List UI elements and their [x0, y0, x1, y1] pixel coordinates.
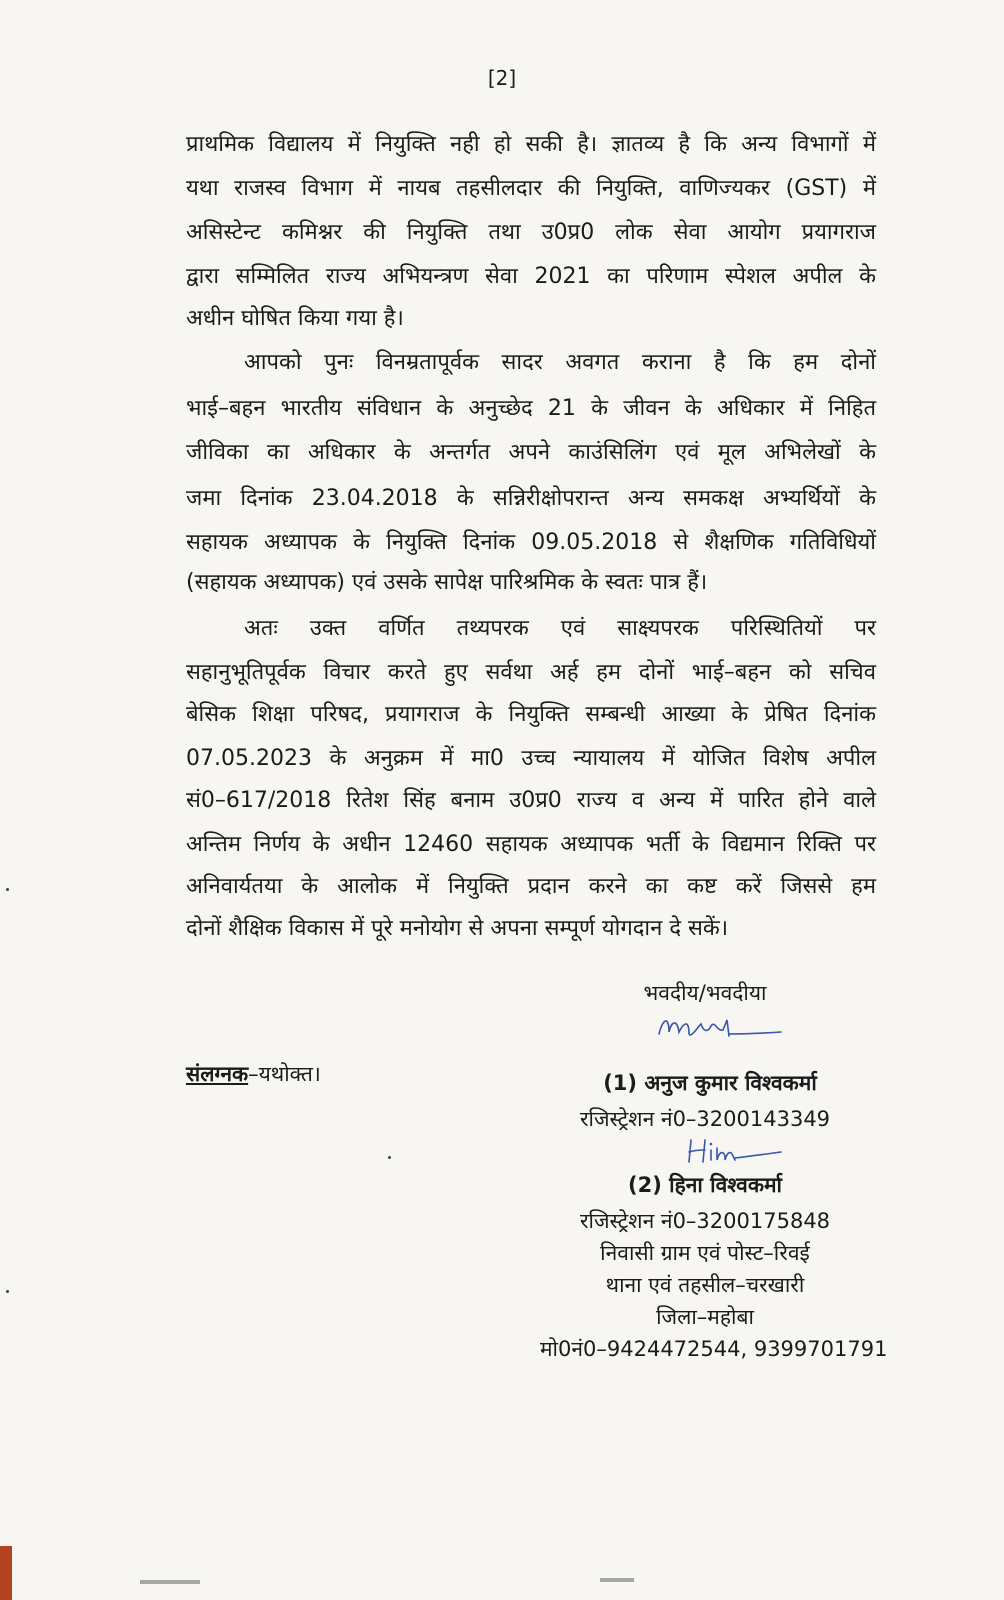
- paragraph-line: 07.05.2023 के अनुक्रम में मा0 उच्च न्यायालय में योजित विशेष अपील: [186, 746, 876, 771]
- enclosure-text: –यथोक्त।: [248, 1062, 321, 1086]
- scan-speck: [388, 1156, 391, 1159]
- enclosure: [186, 1060, 321, 1088]
- paragraph-line: जीविका का अधिकार के अन्तर्गत अपने काउंसिलिंग एवं मूल अभिलेखों के: [186, 440, 876, 465]
- signatory-2-name: (2) हिना विश्वकर्मा: [628, 1173, 782, 1197]
- signatory-1-registration: रजिस्ट्रेशन नं0–3200143349: [579, 1107, 831, 1131]
- scan-smudge: [600, 1578, 634, 1582]
- paragraph-line: प्राथमिक विद्यालय में नियुक्ति नही हो सकी है। ज्ञातव्य है कि अन्य विभागों में: [186, 132, 876, 157]
- address-line: निवासी ग्राम एवं पोस्ट–रिवई: [600, 1241, 810, 1265]
- page-number: [2]: [487, 66, 517, 90]
- paragraph-line: (सहायक अध्यापक) एवं उसके सापेक्ष पारिश्रमिक के स्वतः पात्र हैं।: [186, 570, 708, 595]
- paragraph-line: सहानुभूतिपूर्वक विचार करते हुए सर्वथा अर्ह हम दोनों भाई–बहन को सचिव: [186, 660, 876, 685]
- paragraph-line: द्वारा सम्मिलित राज्य अभियन्त्रण सेवा 2021 का परिणाम स्पेशल अपील के: [186, 264, 876, 289]
- paragraph-line: दोनों शैक्षिक विकास में पूरे मनोयोग से अपना सम्पूर्ण योगदान दे सकें।: [186, 916, 729, 941]
- signature-1: [655, 1008, 785, 1046]
- paragraph-line: अनिवार्यतया के आलोक में नियुक्ति प्रदान करने का कष्ट करें जिससे हम: [186, 874, 876, 899]
- enclosure-label: संलग्नक: [186, 1062, 249, 1086]
- mobile-number: मो0नं0–9424472544, 9399701791: [540, 1337, 888, 1361]
- address-line: थाना एवं तहसील–चरखारी: [605, 1273, 805, 1297]
- address-line: जिला–महोबा: [656, 1305, 754, 1329]
- paragraph-line: जमा दिनांक 23.04.2018 के सन्निरीक्षोपरान्त अन्य समकक्ष अभ्यर्थियों के: [186, 486, 876, 511]
- paragraph-line: आपको पुनः विनम्रतापूर्वक सादर अवगत कराना है कि हम दोनों: [244, 350, 876, 375]
- scan-smudge: [140, 1580, 200, 1584]
- scan-speck: [6, 1290, 9, 1293]
- paragraph-line: सहायक अध्यापक के नियुक्ति दिनांक 09.05.2018 से शैक्षणिक गतिविधियों: [186, 530, 876, 555]
- paragraph-line: सं0–617/2018 रितेश सिंह बनाम उ0प्र0 राज्य व अन्य में पारित होने वाले: [186, 788, 876, 813]
- paragraph-line: यथा राजस्व विभाग में नायब तहसीलदार की नियुक्ति, वाणिज्यकर (GST) में: [186, 176, 876, 201]
- closing: भवदीय/भवदीया: [643, 981, 767, 1005]
- paragraph-line: अतः उक्त वर्णित तथ्यपरक एवं साक्ष्यपरक परिस्थितियों पर: [244, 616, 876, 641]
- paragraph-line: अधीन घोषित किया गया है।: [186, 306, 404, 331]
- signatory-2-registration: रजिस्ट्रेशन नं0–3200175848: [579, 1209, 831, 1233]
- signature-2: [685, 1136, 785, 1168]
- paragraph-line: असिस्टेन्ट कमिश्नर की नियुक्ति तथा उ0प्र0 लोक सेवा आयोग प्रयागराज: [186, 220, 876, 245]
- paragraph-line: भाई–बहन भारतीय संविधान के अनुच्छेद 21 के जीवन के अधिकार में निहित: [186, 396, 876, 421]
- paragraph-line: अन्तिम निर्णय के अधीन 12460 सहायक अध्यापक भर्ती के विद्यमान रिक्ति पर: [186, 832, 876, 857]
- paragraph-line: बेसिक शिक्षा परिषद, प्रयागराज के नियुक्ति सम्बन्धी आख्या के प्रेषित दिनांक: [186, 702, 876, 727]
- scan-speck: [6, 888, 9, 891]
- signatory-1-name: (1) अनुज कुमार विश्वकर्मा: [603, 1071, 817, 1095]
- page-edge-mark: [0, 1546, 12, 1600]
